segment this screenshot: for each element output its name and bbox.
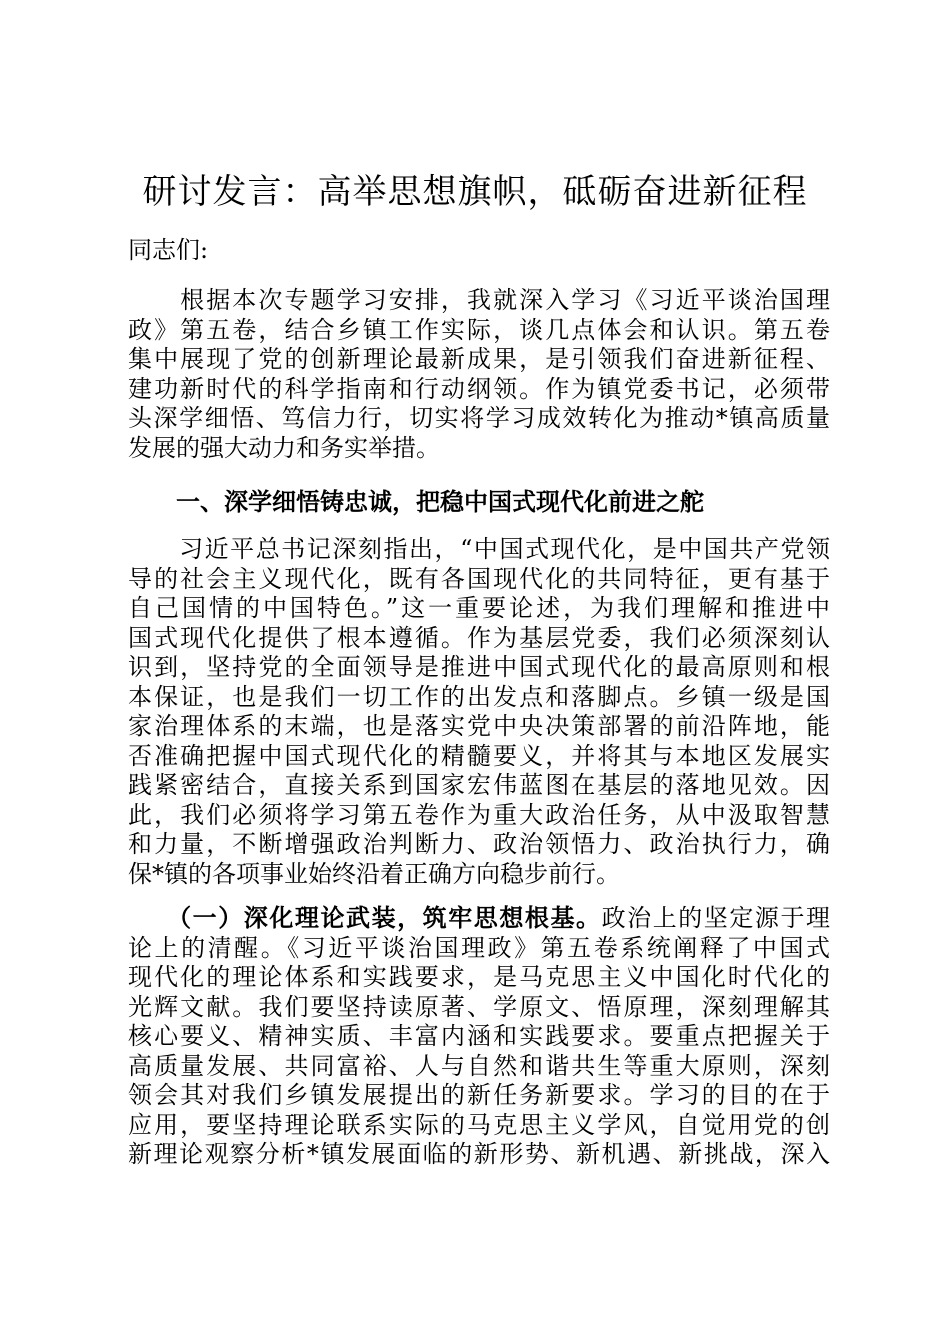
- text-line: 识到，坚持党的全面领导是推进中国式现代化的最高原则和根: [128, 653, 830, 681]
- text-line: 建功新时代的科学指南和行动纲领。作为镇党委书记，必须带: [128, 374, 830, 403]
- text-line: 新理论观察分析*镇发展面临的新形势、新机遇、新挑战，深入: [128, 1140, 830, 1168]
- text-line: 习近平总书记深刻指出，“中国式现代化，是中国共产党领: [128, 535, 830, 563]
- text-line: 和力量，不断增强政治判断力、政治领悟力、政治执行力，确: [128, 830, 830, 858]
- text-line: 本保证，也是我们一切工作的出发点和落脚点。乡镇一级是国: [128, 682, 830, 711]
- subsection1-paragraph: [128, 904, 830, 1170]
- section-heading: 一、深学细悟铸忠诚，把稳中国式现代化前进之舵: [176, 488, 704, 516]
- text-line: 核心要义、精神实质、丰富内涵和实践要求。要重点把握关于: [128, 1022, 830, 1050]
- text-line: 家治理体系的末端，也是落实党中央决策部署的前沿阵地，能: [128, 712, 830, 740]
- text-line: 集中展现了党的创新理论最新成果，是引领我们奋进新征程、: [128, 345, 830, 373]
- text-line: 高质量发展、共同富裕、人与自然和谐共生等重大原则，深刻: [128, 1051, 830, 1080]
- text-line: 头深学细悟、笃信力行，切实将学习成效转化为推动*镇高质量: [128, 404, 830, 432]
- subsection-first-line-rest: 政治上的坚定源于理: [601, 904, 831, 932]
- intro-paragraph: [128, 286, 830, 463]
- text-line: 保*镇的各项事业始终沿着正确方向稳步前行。: [128, 859, 620, 888]
- text-line: 导的社会主义现代化，既有各国现代化的共同特征，更有基于: [128, 564, 830, 593]
- text-line: 否准确把握中国式现代化的精髓要义，并将其与本地区发展实: [128, 741, 830, 770]
- text-line: 应用，要坚持理论联系实际的马克思主义学风，自觉用党的创: [128, 1110, 830, 1139]
- text-line: 领会其对我们乡镇发展提出的新任务新要求。学习的目的在于: [128, 1081, 830, 1109]
- text-line: 发展的强大动力和务实举措。: [128, 433, 440, 462]
- section1-paragraph: [128, 535, 830, 889]
- text-line: 此，我们必须将学习第五卷作为重大政治任务，从中汲取智慧: [128, 800, 830, 829]
- document-title: 研讨发言：高举思想旗帜，砥砺奋进新征程: [142, 172, 808, 212]
- text-line: 论上的清醒。《习近平谈治国理政》第五卷系统阐释了中国式: [128, 933, 830, 962]
- text-line: 践紧密结合，直接关系到国家宏伟蓝图在基层的落地见效。因: [128, 771, 830, 799]
- subsection-heading: （一）深化理论武装，筑牢思想根基。: [179, 904, 602, 932]
- salutation: 同志们:: [128, 236, 209, 264]
- text-line: 国式现代化提供了根本遵循。作为基层党委，我们必须深刻认: [128, 623, 830, 652]
- text-line: 政》第五卷，结合乡镇工作实际，谈几点体会和认识。第五卷: [128, 315, 830, 344]
- text-line: 自己国情的中国特色。”这一重要论述，为我们理解和推进中: [128, 594, 830, 622]
- text-line: 光辉文献。我们要坚持读原著、学原文、悟原理，深刻理解其: [128, 992, 830, 1021]
- text-line: 现代化的理论体系和实践要求，是马克思主义中国化时代化的: [128, 963, 830, 991]
- text-line: [128, 904, 830, 934]
- text-line: 根据本次专题学习安排，我就深入学习《习近平谈治国理: [128, 286, 830, 314]
